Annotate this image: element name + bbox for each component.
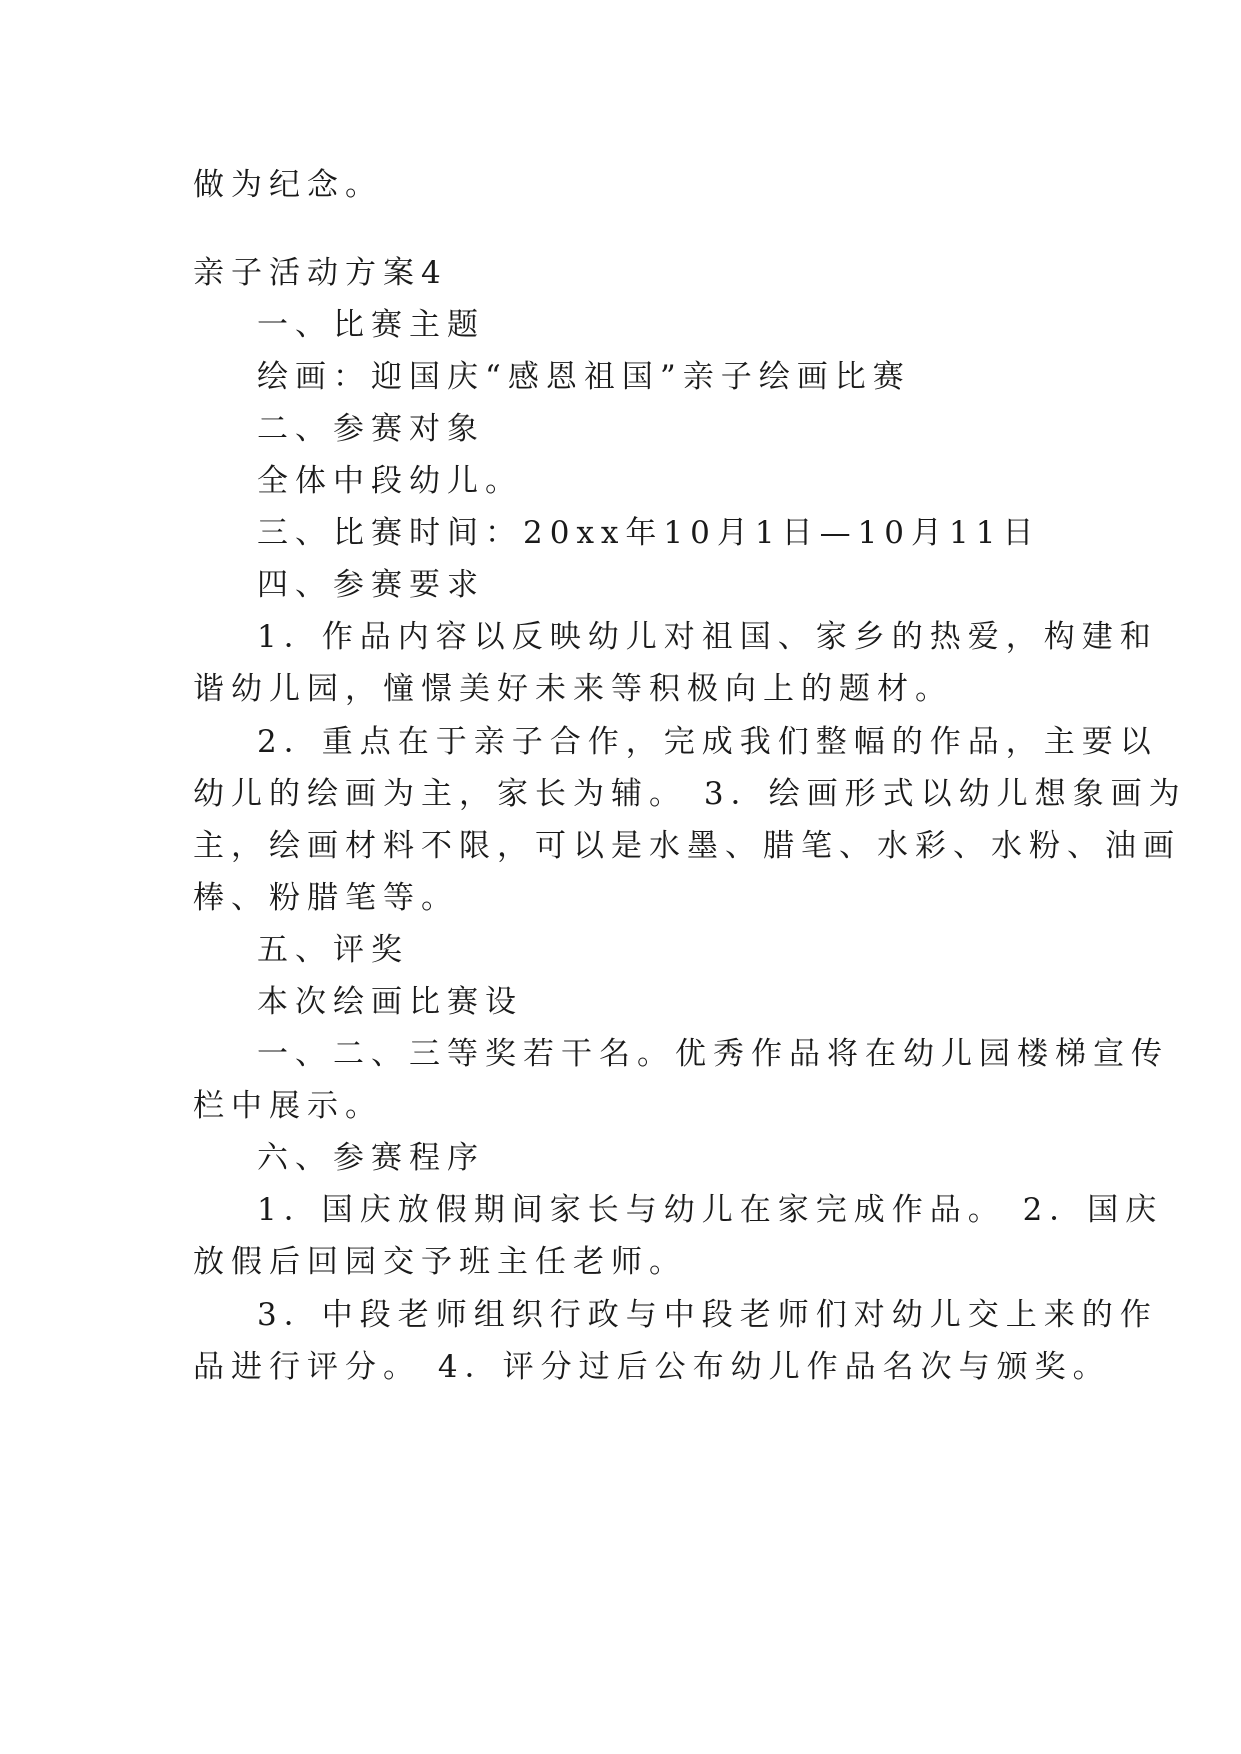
- heading-awards: 五、评奖: [257, 932, 409, 968]
- text-procedure-1a: 1．国庆放假期间家长与幼儿在家完成作品。 2．国庆: [257, 1192, 1164, 1228]
- text-requirement-2c: 主，绘画材料不限，可以是水墨、腊笔、水彩、水粉、油画: [193, 828, 1181, 864]
- text-procedure-3a: 3．中段老师组织行政与中段老师们对幼儿交上来的作: [257, 1297, 1158, 1333]
- heading-time: 三、比赛时间：20xx年10月1日—10月11日: [257, 515, 1041, 551]
- text-awards-a: 本次绘画比赛设: [257, 984, 523, 1020]
- text-requirement-2d: 棒、粉腊笔等。: [193, 880, 459, 916]
- text-line-closing: 做为纪念。: [193, 167, 383, 203]
- heading-requirements: 四、参赛要求: [257, 567, 485, 603]
- heading-participants: 二、参赛对象: [257, 411, 485, 447]
- text-procedure-3b: 品进行评分。 4．评分过后公布幼儿作品名次与颁奖。: [193, 1349, 1111, 1385]
- text-theme: 绘画：迎国庆“感恩祖国”亲子绘画比赛: [257, 359, 911, 395]
- text-awards-c: 栏中展示。: [193, 1088, 383, 1124]
- text-procedure-1b: 放假后回园交予班主任老师。: [193, 1244, 687, 1280]
- text-requirement-1b: 谐幼儿园，憧憬美好未来等积极向上的题材。: [193, 671, 953, 707]
- heading-procedure: 六、参赛程序: [257, 1140, 485, 1176]
- text-awards-b: 一、二、三等奖若干名。优秀作品将在幼儿园楼梯宣传: [257, 1036, 1169, 1072]
- text-participants: 全体中段幼儿。: [257, 463, 523, 499]
- text-requirement-2a: 2．重点在于亲子合作，完成我们整幅的作品，主要以: [257, 724, 1158, 760]
- text-requirement-2b: 幼儿的绘画为主，家长为辅。 3．绘画形式以幼儿想象画为: [193, 776, 1187, 812]
- text-requirement-1a: 1．作品内容以反映幼儿对祖国、家乡的热爱，构建和: [257, 619, 1158, 655]
- heading-theme: 一、比赛主题: [257, 307, 485, 343]
- section-title: 亲子活动方案4: [193, 255, 448, 291]
